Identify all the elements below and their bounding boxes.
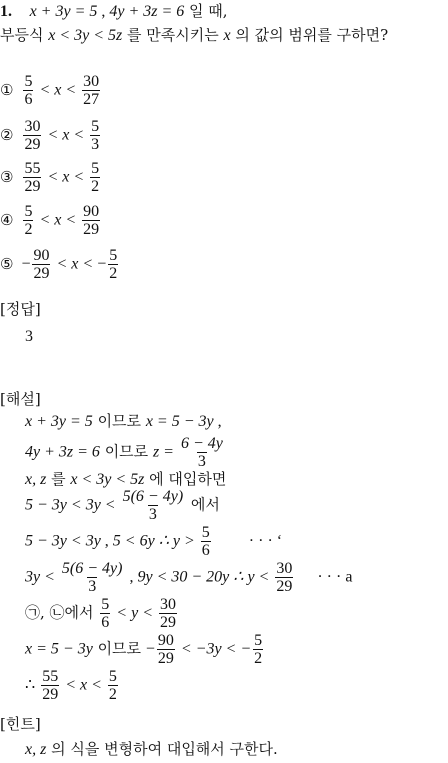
numerator: 30	[83, 73, 100, 90]
answer-number: 3	[25, 328, 33, 345]
eq: x = 5 − 3y	[25, 640, 93, 658]
denominator: 29	[157, 650, 174, 667]
text: 이므로	[92, 639, 146, 658]
condition-b: 4y + 3z = 6	[109, 3, 185, 20]
hint-body: 의 식을 변형하여 대입해서 구한다.	[46, 740, 278, 758]
answer-value	[25, 327, 33, 346]
fraction	[159, 596, 177, 631]
text: 에서	[186, 495, 220, 514]
numerator: 5	[109, 247, 118, 264]
fraction	[61, 560, 124, 595]
fraction	[82, 203, 100, 238]
numerator: 90	[33, 247, 50, 264]
choice-2[interactable]	[0, 118, 102, 153]
text: ,	[100, 532, 113, 550]
problem-line-1	[0, 2, 228, 21]
fraction	[90, 118, 100, 153]
choice-sign: −	[21, 255, 31, 273]
denominator: 29	[24, 136, 41, 153]
denominator: 29	[42, 686, 59, 703]
fraction	[201, 524, 211, 559]
numerator: 30	[276, 560, 293, 577]
eq: x < 3y < 5z	[70, 471, 145, 488]
fraction	[90, 160, 100, 195]
fraction	[32, 247, 50, 282]
numerator: 5	[201, 524, 210, 541]
denominator: 2	[24, 221, 33, 238]
choice-inequality: < x <	[43, 126, 89, 144]
explanation-line-8	[25, 632, 265, 667]
explanation-line-9	[25, 668, 120, 703]
eq: < y <	[112, 604, 157, 622]
text: ㉠, ㉡에서	[25, 603, 99, 622]
denominator: 3	[148, 506, 157, 523]
eq: 5 < 6y	[112, 532, 155, 550]
condition-a: x + 3y = 5	[29, 3, 98, 20]
equation-tag: · · · ‘	[248, 532, 283, 550]
fraction	[180, 435, 224, 470]
explanation-line-6	[25, 560, 352, 595]
therefore: ∴	[25, 676, 40, 694]
text: ,	[125, 568, 138, 586]
numerator: 90	[157, 632, 174, 649]
choice-inequality: < x <	[43, 168, 89, 186]
denominator: 6	[24, 91, 33, 108]
numerator: 5(6 − 4y)	[122, 488, 184, 505]
choice-4[interactable]	[0, 203, 102, 238]
text: 이므로	[99, 442, 153, 461]
choice-sign: −	[97, 255, 107, 273]
choice-marker: ②	[0, 125, 14, 144]
denominator: 3	[88, 578, 97, 595]
fraction	[108, 668, 118, 703]
explanation-line-7	[25, 596, 179, 631]
hint-header: [힌트]	[0, 715, 41, 733]
denominator: 3	[197, 453, 206, 470]
numerator: 30	[160, 596, 176, 613]
numerator: 5	[101, 596, 110, 613]
denominator: 2	[108, 686, 117, 703]
denominator: 2	[91, 178, 100, 195]
problem-number: 1.	[0, 3, 12, 20]
denominator: 29	[83, 221, 100, 238]
choice-3[interactable]	[0, 160, 102, 195]
question-text-1: 를 만족시키는	[122, 26, 224, 44]
fraction	[108, 247, 118, 282]
fraction	[122, 488, 185, 523]
denominator: 6	[101, 614, 110, 631]
numerator: 5	[254, 632, 263, 649]
denominator: 29	[160, 614, 176, 631]
eq: x, z	[25, 471, 47, 488]
fraction	[23, 73, 33, 108]
numerator: 90	[83, 203, 100, 220]
explanation-line-1	[25, 412, 222, 431]
fraction	[100, 596, 110, 631]
denominator: 2	[109, 265, 118, 282]
numerator: 55	[24, 160, 41, 177]
eq: < x <	[61, 676, 106, 694]
numerator: 55	[42, 668, 59, 685]
condition-tail: 일 때,	[184, 2, 228, 20]
answer-header: [정답]	[0, 300, 41, 318]
problem-line-2	[0, 26, 388, 45]
fraction	[82, 73, 100, 108]
numerator: 30	[24, 118, 41, 135]
explanation-line-3	[25, 470, 226, 489]
numerator: 5(6 − 4y)	[61, 560, 123, 577]
eq: 4y + 3z = 6	[25, 443, 100, 461]
hint-text	[25, 740, 278, 759]
eq: ∴ y <	[229, 568, 274, 586]
choice-inequality: < x <	[52, 255, 98, 273]
text: ,	[213, 413, 222, 430]
eq: x + 3y = 5	[25, 413, 93, 430]
numerator: 5	[24, 203, 33, 220]
eq: 5 − 3y < 3y	[25, 532, 101, 550]
choice-inequality: < x <	[35, 81, 81, 99]
separator: ,	[97, 3, 110, 20]
numerator: 5	[91, 160, 100, 177]
choice-marker: ④	[0, 210, 14, 229]
denominator: 3	[91, 136, 100, 153]
equation-tag: · · · a	[317, 568, 353, 586]
choice-5[interactable]	[0, 247, 120, 282]
eq: < −3y < −	[176, 640, 252, 658]
hint-vars: x, z	[25, 741, 47, 758]
text: 를	[46, 470, 71, 488]
denominator: 29	[24, 178, 41, 195]
eq: x = 5 − 3y	[145, 413, 214, 430]
eq: z =	[152, 443, 178, 461]
fraction	[41, 668, 59, 703]
text: 이므로	[92, 412, 146, 430]
fraction	[157, 632, 175, 667]
fraction	[275, 560, 293, 595]
fraction	[253, 632, 263, 667]
eq: ∴ y >	[154, 532, 199, 550]
choice-inequality: < x <	[35, 211, 81, 229]
eq: 5 − 3y < 3y <	[25, 496, 120, 514]
fraction	[23, 203, 33, 238]
question-variable: x	[223, 27, 231, 44]
denominator: 2	[254, 650, 263, 667]
choice-marker: ⑤	[0, 254, 14, 273]
numerator: 5	[108, 668, 117, 685]
denominator: 27	[83, 91, 100, 108]
explanation-line-5	[25, 524, 282, 559]
explanation-line-4	[25, 488, 220, 523]
choice-1[interactable]	[0, 73, 102, 108]
numerator: 5	[91, 118, 100, 135]
fraction	[23, 118, 41, 153]
numerator: 5	[24, 73, 33, 90]
denominator: 29	[276, 578, 293, 595]
choice-marker: ①	[0, 80, 14, 99]
eq: 9y < 30 − 20y	[137, 568, 230, 586]
fraction	[23, 160, 41, 195]
denominator: 29	[33, 265, 50, 282]
denominator: 6	[201, 542, 210, 559]
explanation-header: [해설]	[0, 390, 41, 408]
eq: 3y <	[25, 568, 59, 586]
explanation-line-2	[25, 435, 226, 470]
question-inequality: x < 3y < 5z	[48, 27, 123, 44]
numerator: 6 − 4y	[180, 435, 223, 452]
minus: −	[145, 640, 155, 658]
choice-marker: ③	[0, 167, 14, 186]
question-prefix: 부등식	[0, 26, 49, 44]
question-text-2: 의 값의 범위를 구하면?	[230, 26, 389, 44]
text: 에 대입하면	[144, 470, 227, 488]
